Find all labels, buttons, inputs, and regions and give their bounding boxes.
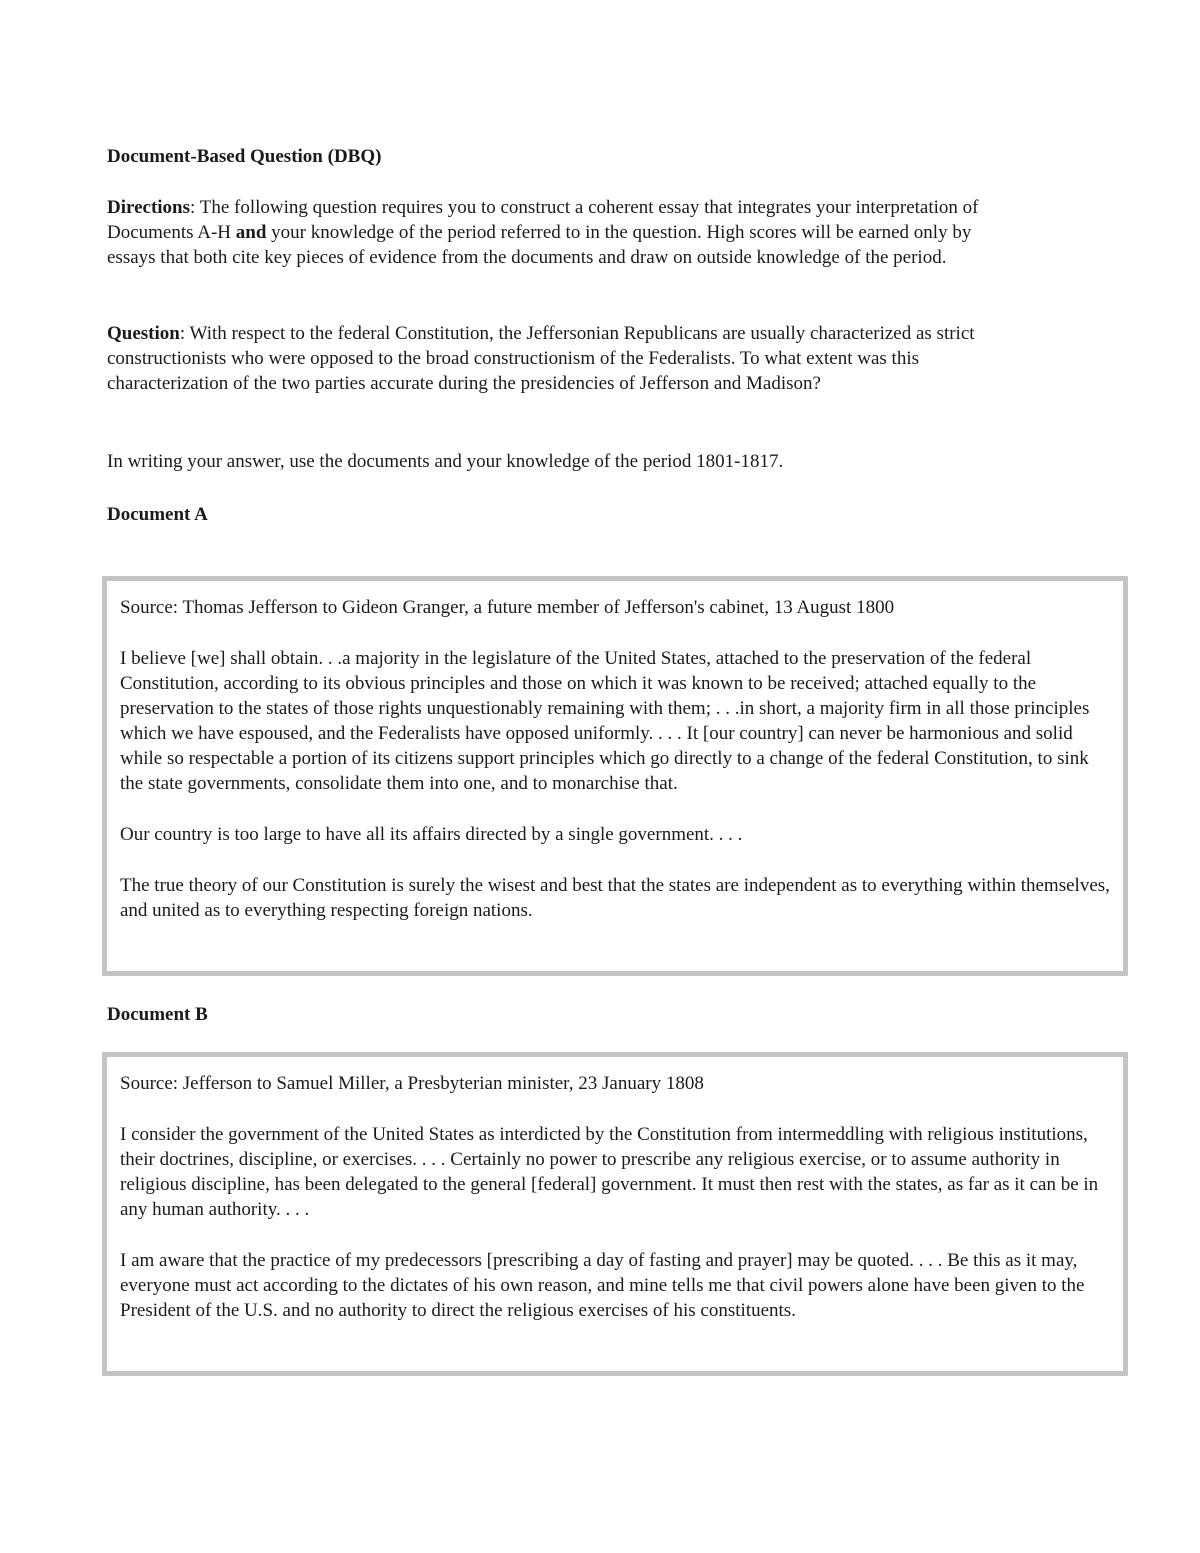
directions-paragraph [107,195,1017,270]
document-a-paragraph-1: I believe [we] shall obtain. . .a majority in the legislature of the United States, attached to the preservation of the federal Constitution, according to its obvious principles and those on which it was known to be received; attached equally to the preservation to the states of those rights unquestionably remaining with them; . . .in short, a majority firm in all those principles which we have espoused, and the Federalists have opposed uniformly. . . . It [our country] can never be harmonious and solid while so respectable a portion of its citizens support principles which go directly to a change of the federal Constitution, to sink the state governments, consolidate them into one, and to monarchise that. [120,648,1090,794]
page-title: Document-Based Question (DBQ) [107,146,382,167]
document-b-paragraph-2: I am aware that the practice of my predecessors [prescribing a day of fasting and prayer] may be quoted. . . . Be this as it may, everyone must act according to the dictates of his own reason, and mine tells me that civil powers alone have been given to the President of the U.S. and no authority to direct the religious exercises of his constituents. [120,1250,1085,1321]
document-b-paragraph-1: I consider the government of the United States as interdicted by the Constitution from intermeddling with religious institutions, their doctrines, discipline, or exercises. . . . Certainly no power to prescribe any religious exercise, or to assume authority in religious discipline, has been delegated to the general [federal] government. It must then rest with the states, as far as it can be in any human authority. . . . [120,1124,1099,1220]
question-label: Question [107,323,180,344]
directions-emphasis: and [235,222,267,243]
document-b-heading: Document B [107,1004,208,1025]
document-a-source: Source: Thomas Jefferson to Gideon Granger, a future member of Jefferson's cabinet, 13 August 1800 [120,597,895,618]
directions-text-after: your knowledge of the period referred to in the question. High scores will be earned only by essays that both cite key pieces of evidence from the documents and draw on outside knowledge of the period. [107,222,972,268]
document-a-paragraph-3: The true theory of our Constitution is surely the wisest and best that the states are independent as to everything within themselves, and united as to everything respecting foreign nations. [120,875,1110,921]
directions-text-before: : The following question requires you to construct a coherent essay that integrates your interpretation of Documents A-H [107,197,979,243]
question-paragraph [107,321,1037,396]
writing-instruction: In writing your answer, use the documents and your knowledge of the period 1801-1817. [107,451,784,472]
document-a-paragraph-2: Our country is too large to have all its affairs directed by a single government. . . . [120,824,743,845]
directions-label: Directions [107,197,191,218]
question-text: : With respect to the federal Constitution, the Jeffersonian Republicans are usually characterized as strict constructionists who were opposed to the broad constructionism of the Federalists. To what extent was this characterization of the two parties accurate during the presidencies of Jefferson and Madison? [107,323,975,394]
document-b-source: Source: Jefferson to Samuel Miller, a Presbyterian minister, 23 January 1808 [120,1073,704,1094]
document-a-box [102,576,1128,976]
document-a-heading: Document A [107,504,208,525]
document-b-box [102,1052,1128,1376]
